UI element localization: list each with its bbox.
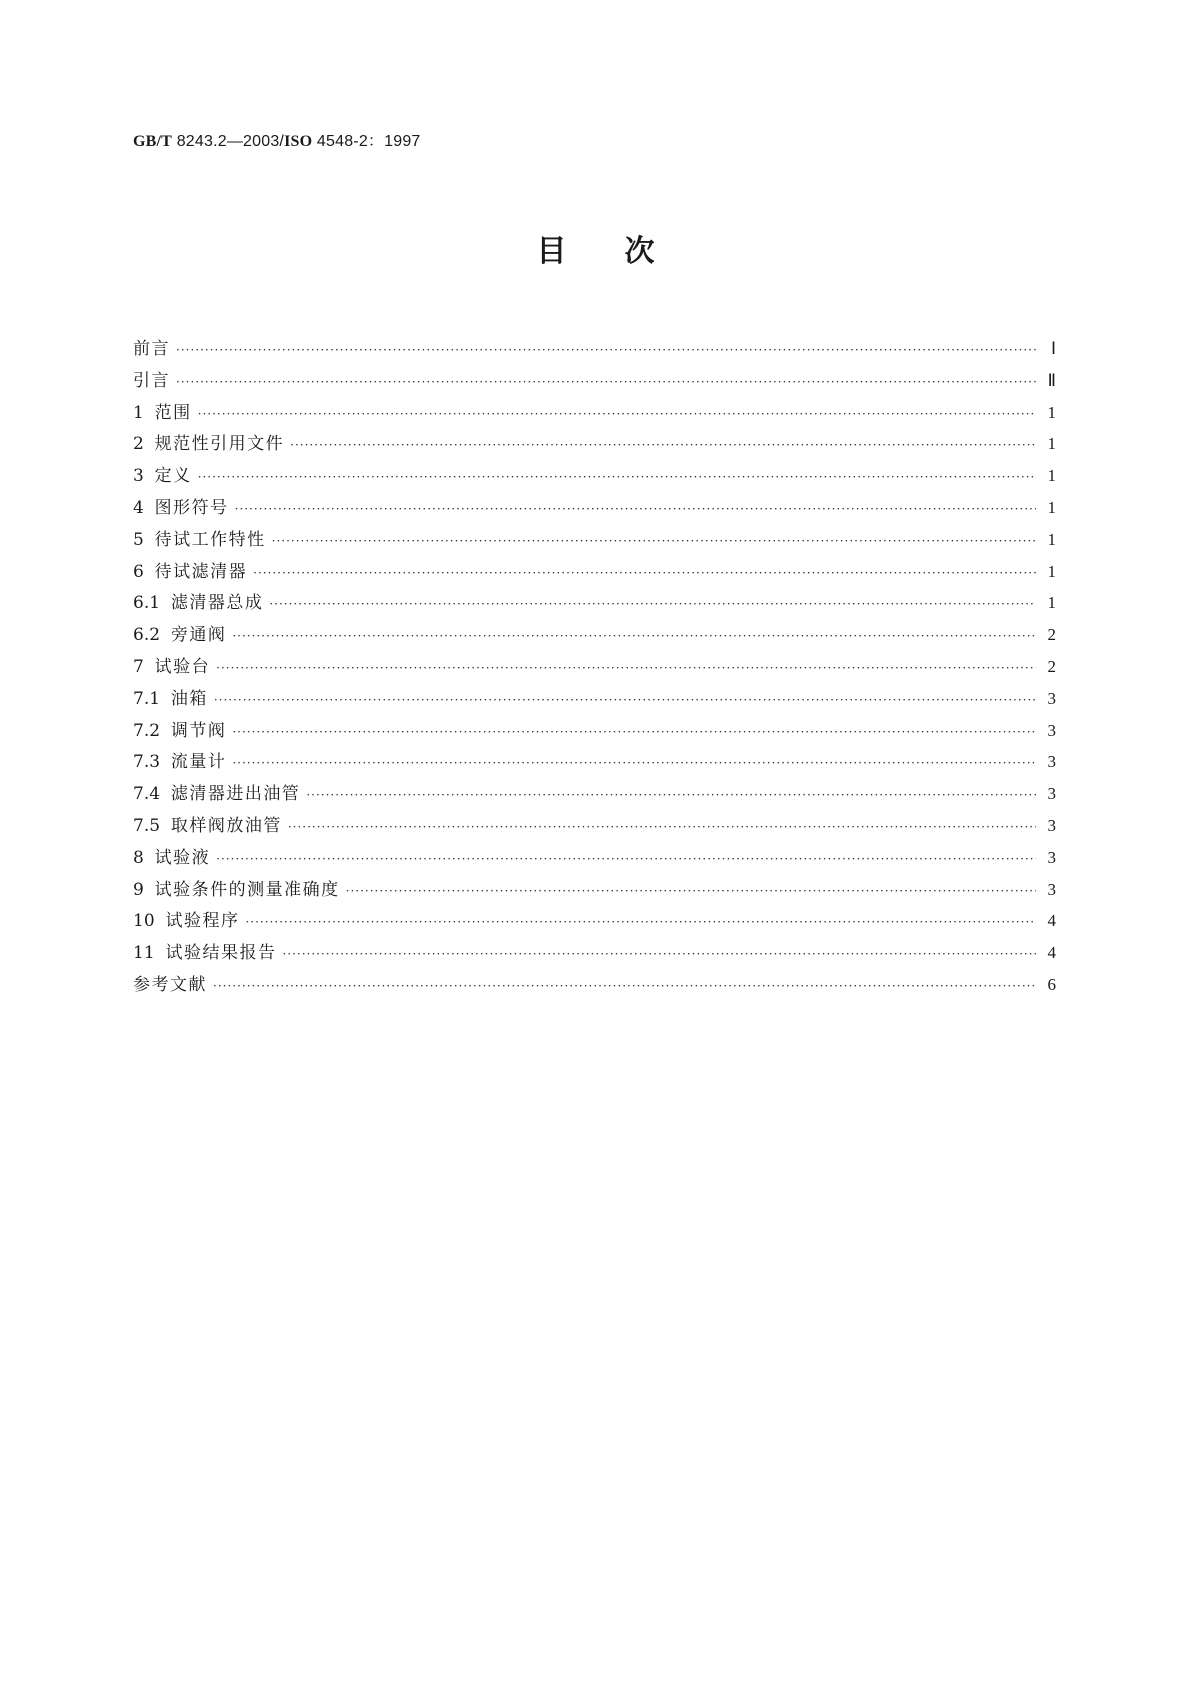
toc-entry-label: 试验台 (154, 656, 211, 677)
iso-code: 4548-2：1997 (312, 133, 421, 150)
toc-entry-number: 6.1 (133, 593, 171, 614)
toc-leader-dots (235, 494, 1036, 526)
toc-entry-number: 4 (133, 497, 155, 518)
toc-leader-dots (232, 748, 1036, 780)
toc-leader-dots (214, 685, 1036, 717)
iso-prefix: ISO (284, 133, 313, 150)
toc-leader-dots (306, 780, 1036, 812)
toc-entry[interactable] (133, 937, 1056, 969)
toc-entry-number: 6 (133, 561, 155, 582)
toc-leader-dots (176, 367, 1036, 399)
toc-entry-number: 11 (133, 943, 166, 964)
toc-entry-page: 1 (1047, 434, 1056, 454)
toc-entry[interactable] (133, 842, 1056, 874)
toc-entry-number: 6.2 (133, 625, 171, 646)
toc-entry-page: 1 (1047, 466, 1056, 486)
toc-entry[interactable] (133, 905, 1056, 937)
toc-entry-page: 1 (1047, 561, 1056, 581)
toc-entry-number: 7.2 (133, 720, 171, 741)
toc-entry-page: 1 (1047, 497, 1056, 517)
toc-entry-page: 3 (1047, 847, 1056, 867)
toc-leader-dots (269, 589, 1036, 621)
toc-entry-page: Ⅱ (1047, 370, 1056, 390)
toc-entry[interactable] (133, 874, 1056, 906)
toc-entry-page: 1 (1047, 593, 1056, 613)
toc-entry-page: 3 (1047, 879, 1056, 899)
toc-leader-dots (216, 844, 1036, 876)
toc-entry-page: 3 (1047, 752, 1056, 772)
toc-entry-number: 7 (133, 656, 155, 677)
toc-entry-label: 参考文献 (133, 974, 207, 995)
toc-leader-dots (288, 812, 1036, 844)
toc-entry-number: 7.5 (133, 815, 171, 836)
toc-leader-dots (272, 526, 1036, 558)
toc-entry[interactable] (133, 524, 1056, 556)
toc-entry-label: 待试滤清器 (154, 561, 248, 582)
toc-entry-label: 试验程序 (165, 911, 240, 932)
toc-entry-label: 规范性引用文件 (154, 434, 285, 455)
toc-entry[interactable] (133, 683, 1056, 715)
toc-entry-page: 1 (1047, 402, 1056, 422)
toc-entry-label: 范围 (154, 402, 192, 423)
toc-entry-label: 图形符号 (154, 497, 229, 518)
toc-entry-label: 滤清器进出油管 (170, 784, 301, 805)
toc-entry-page: 2 (1047, 656, 1056, 676)
toc-leader-dots (290, 430, 1036, 462)
toc-entry-number: 1 (133, 402, 155, 423)
toc-leader-dots (232, 717, 1036, 749)
toc-leader-dots (198, 462, 1036, 494)
toc-entry-page: 6 (1047, 974, 1056, 994)
standard-header (133, 128, 421, 151)
toc-entry-page: 1 (1047, 529, 1056, 549)
toc-leader-dots (245, 907, 1036, 939)
toc-leader-dots (282, 939, 1036, 971)
toc-entry-label: 流量计 (170, 752, 227, 773)
toc-entry-number: 7.3 (133, 752, 171, 773)
toc-entry-label: 调节阀 (170, 720, 227, 741)
toc-entry-label: 旁通阀 (170, 625, 227, 646)
toc-entry[interactable] (133, 460, 1056, 492)
toc-entry-label: 引言 (133, 370, 170, 391)
toc-entry[interactable] (133, 715, 1056, 747)
toc-entry-label: 试验结果报告 (165, 943, 277, 964)
std-prefix: GB/T (133, 133, 173, 150)
std-code: 8243.2—2003/ (172, 133, 285, 150)
toc-entry-label: 前言 (133, 339, 170, 359)
toc-entry[interactable] (133, 651, 1056, 683)
toc-entry[interactable] (133, 492, 1056, 524)
toc-entry-page: 3 (1047, 815, 1056, 835)
toc-entry-label: 定义 (154, 466, 192, 487)
toc-entry-number: 10 (133, 911, 166, 932)
toc-entry[interactable] (133, 333, 1056, 365)
toc-entry-label: 取样阀放油管 (170, 815, 282, 836)
page-title: 目次 (536, 234, 713, 269)
toc-entry[interactable] (133, 619, 1056, 651)
toc-entry-page: 3 (1047, 720, 1056, 740)
toc-entry-label: 待试工作特性 (154, 529, 266, 550)
toc-leader-dots (216, 653, 1036, 685)
toc-entry-label: 试验条件的测量准确度 (154, 879, 340, 900)
toc-entry-page: Ⅰ (1050, 339, 1056, 358)
toc-entry[interactable] (133, 969, 1056, 1001)
toc-entry-page: 4 (1047, 911, 1056, 931)
toc-entry-number: 7.1 (133, 688, 171, 709)
toc-entry-number: 7.4 (133, 784, 171, 805)
toc-entry[interactable] (133, 428, 1056, 460)
toc-leader-dots (253, 558, 1036, 590)
toc-entry-page: 4 (1047, 943, 1056, 963)
toc-entry-label: 油箱 (170, 688, 208, 709)
toc-entry[interactable] (133, 365, 1056, 397)
toc-leader-dots (213, 971, 1036, 1003)
toc-entry-page: 3 (1047, 688, 1056, 708)
toc-entry-label: 滤清器总成 (170, 593, 264, 614)
table-of-contents (133, 333, 1056, 1001)
toc-leader-dots (176, 335, 1036, 367)
toc-entry[interactable] (133, 746, 1056, 778)
toc-leader-dots (232, 621, 1036, 653)
toc-entry[interactable] (133, 778, 1056, 810)
toc-entry-number: 3 (133, 466, 155, 487)
toc-entry-page: 3 (1047, 784, 1056, 804)
toc-entry[interactable] (133, 556, 1056, 588)
toc-entry-number: 9 (133, 879, 155, 900)
toc-entry[interactable] (133, 397, 1056, 429)
toc-leader-dots (346, 876, 1036, 908)
toc-entry-number: 5 (133, 529, 155, 550)
toc-entry[interactable] (133, 810, 1056, 842)
toc-entry-number: 8 (133, 847, 155, 868)
toc-entry-number: 2 (133, 434, 155, 455)
toc-leader-dots (198, 399, 1036, 431)
toc-entry[interactable] (133, 587, 1056, 619)
toc-entry-label: 试验液 (154, 847, 211, 868)
toc-entry-page: 2 (1047, 625, 1056, 645)
